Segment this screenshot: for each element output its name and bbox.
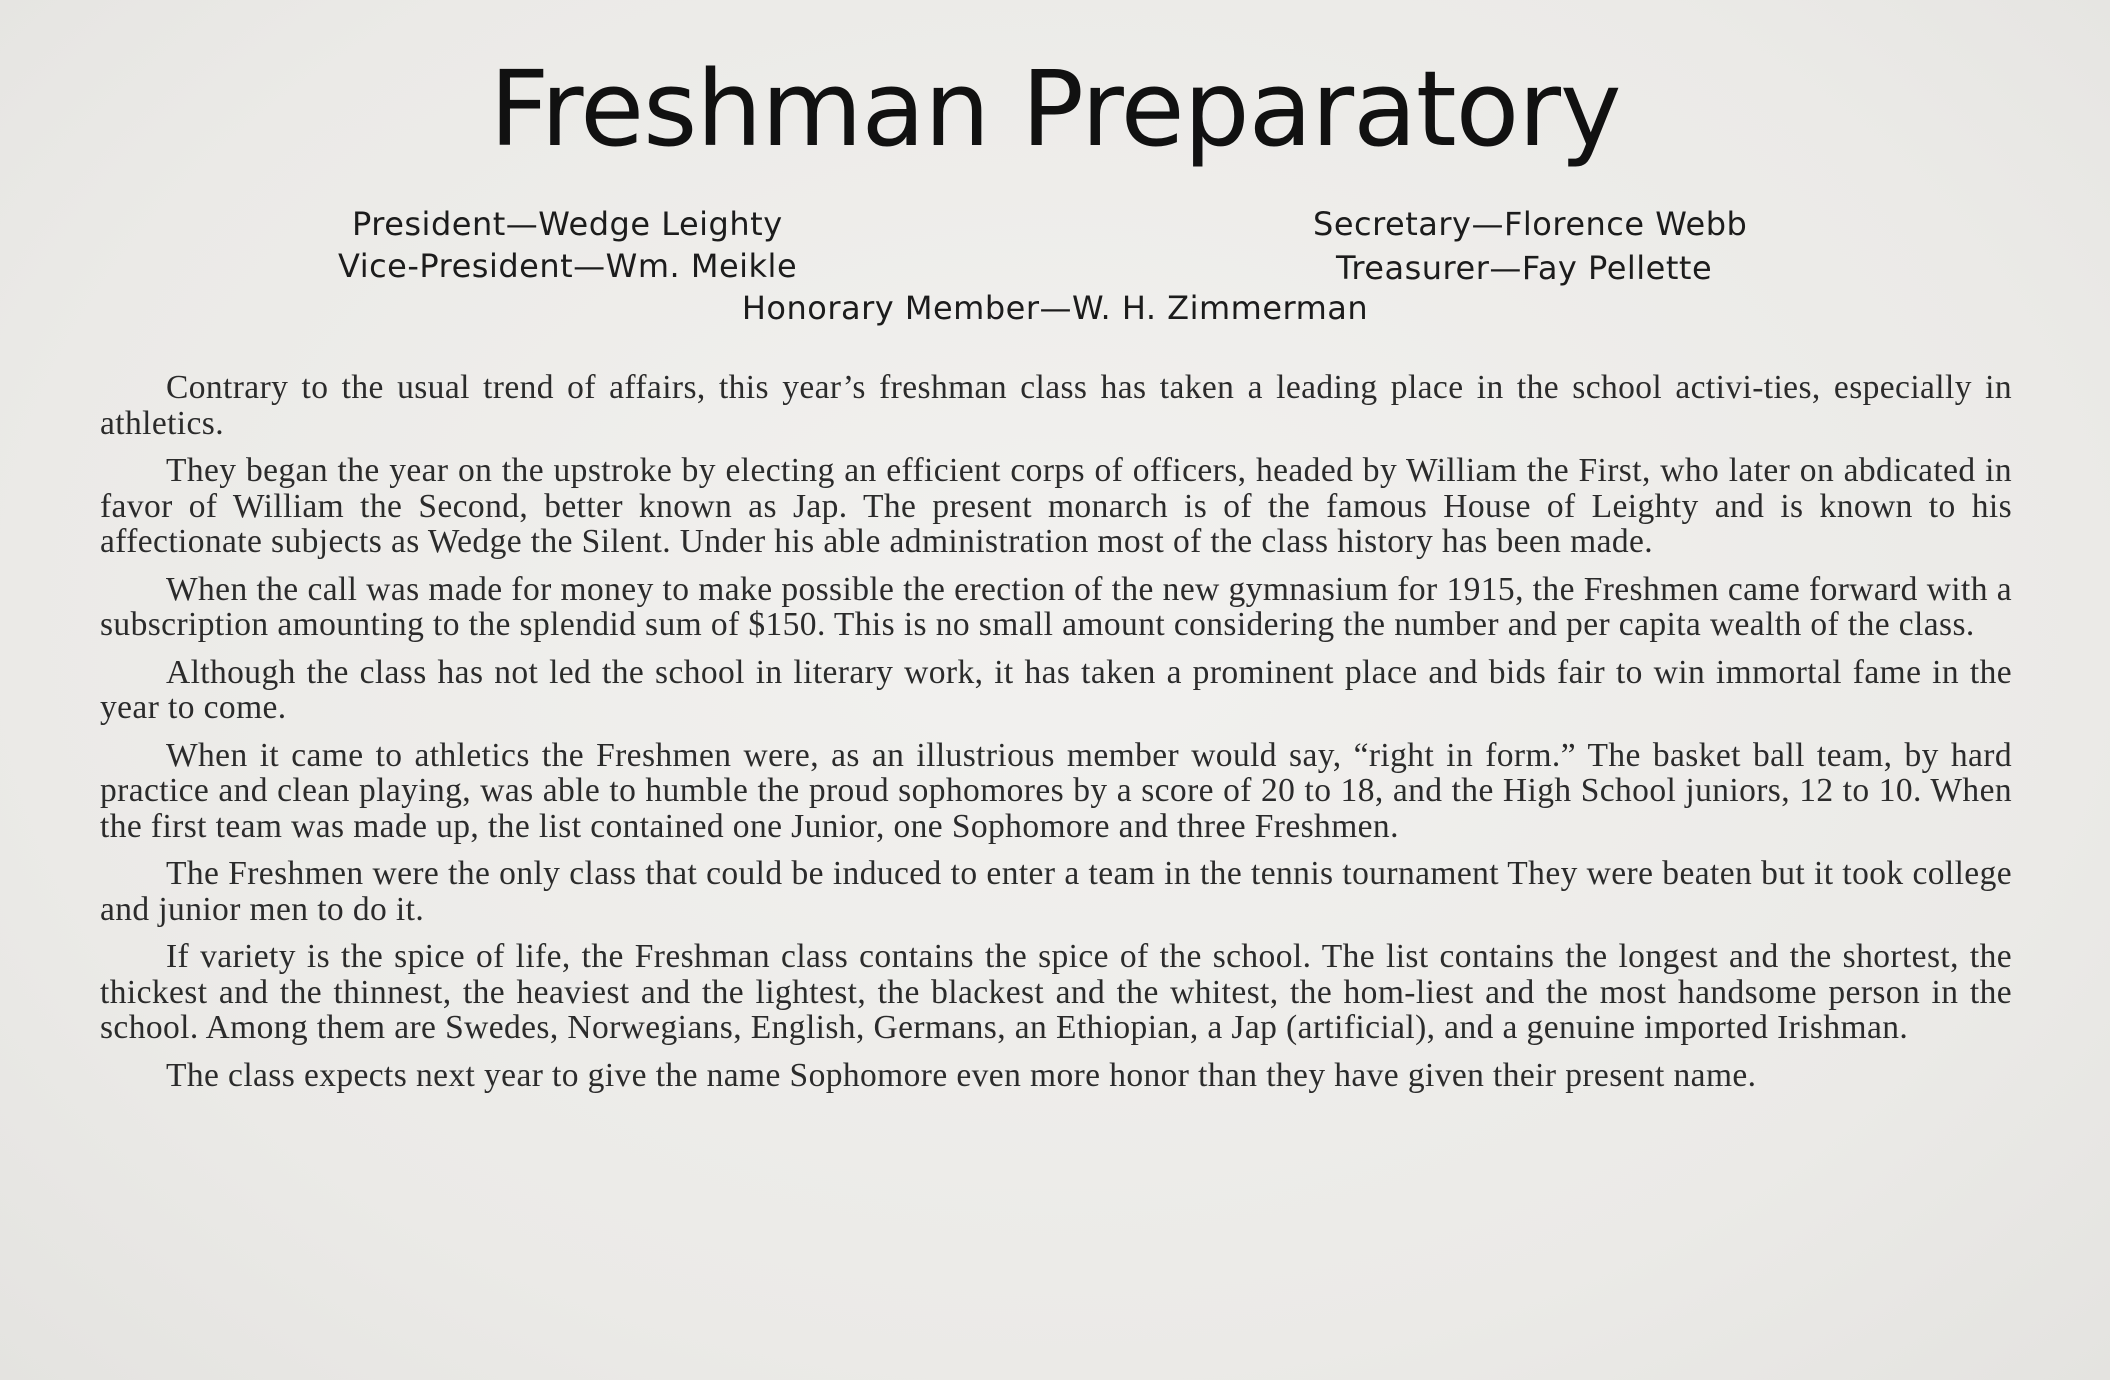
- body-text: [100, 370, 2012, 1105]
- officer-honorary-member: Honorary Member—W. H. Zimmerman: [741, 289, 1369, 327]
- paragraph: They began the year on the upstroke by electing an efficient corps of officers, headed by William the First, who later on abdicated in favor of William the Second, better known as Jap. The present monarch is of the famous House of Leighty and is known to his affectionate subjects as Wedge the Silent. Under his able administration most of the class history has been made.: [100, 452, 2012, 560]
- officer-secretary: Secretary—Florence Webb: [1313, 205, 1748, 243]
- paragraph: The Freshmen were the only class that could be induced to enter a team in the tennis tournament They were beaten but it took college and junior men to do it.: [100, 855, 2012, 928]
- paragraph: The class expects next year to give the name Sophomore even more honor than they have given their present name.: [166, 1056, 1757, 1094]
- officer-president: President—Wedge Leighty: [352, 205, 783, 243]
- paragraph: When it came to athletics the Freshmen were, as an illustrious member would say, “right in form.” The basket ball team, by hard practice and clean playing, was able to humble the proud sophomores by a score of 20 to 18, and the High School juniors, 12 to 10. When the first team was made up, the list contained one Junior, one Sophomore and three Freshmen.: [100, 736, 2012, 845]
- paragraph: When the call was made for money to make possible the erection of the new gymnasium for 1915, the Freshmen came forward with a subscription amounting to the splendid sum of $150. This is no small amount considering the number and per capita wealth of the class.: [100, 570, 2012, 643]
- paragraph: If variety is the spice of life, the Freshman class contains the spice of the school. The list contains the longest and the shortest, the thickest and the thinnest, the heaviest and the lightest, the blackest and the whitest, the hom-liest and the most handsome person in the school. Among them are Swedes, Norwegians, English, Germans, an Ethiopian, a Jap (artificial), and a genuine imported Irishman.: [100, 938, 2012, 1046]
- officer-vice-president: Vice-President—Wm. Meikle: [338, 247, 798, 285]
- page-title: Freshman Preparatory: [489, 48, 1621, 170]
- paragraph: Contrary to the usual trend of affairs, this year’s freshman class has taken a leading place in the school activi-ties, especially in athletics.: [100, 369, 2012, 442]
- paragraph: Although the class has not led the school in literary work, it has taken a prominent place and bids fair to win immortal fame in the year to come.: [100, 653, 2012, 726]
- officer-treasurer: Treasurer—Fay Pellette: [1336, 249, 1713, 287]
